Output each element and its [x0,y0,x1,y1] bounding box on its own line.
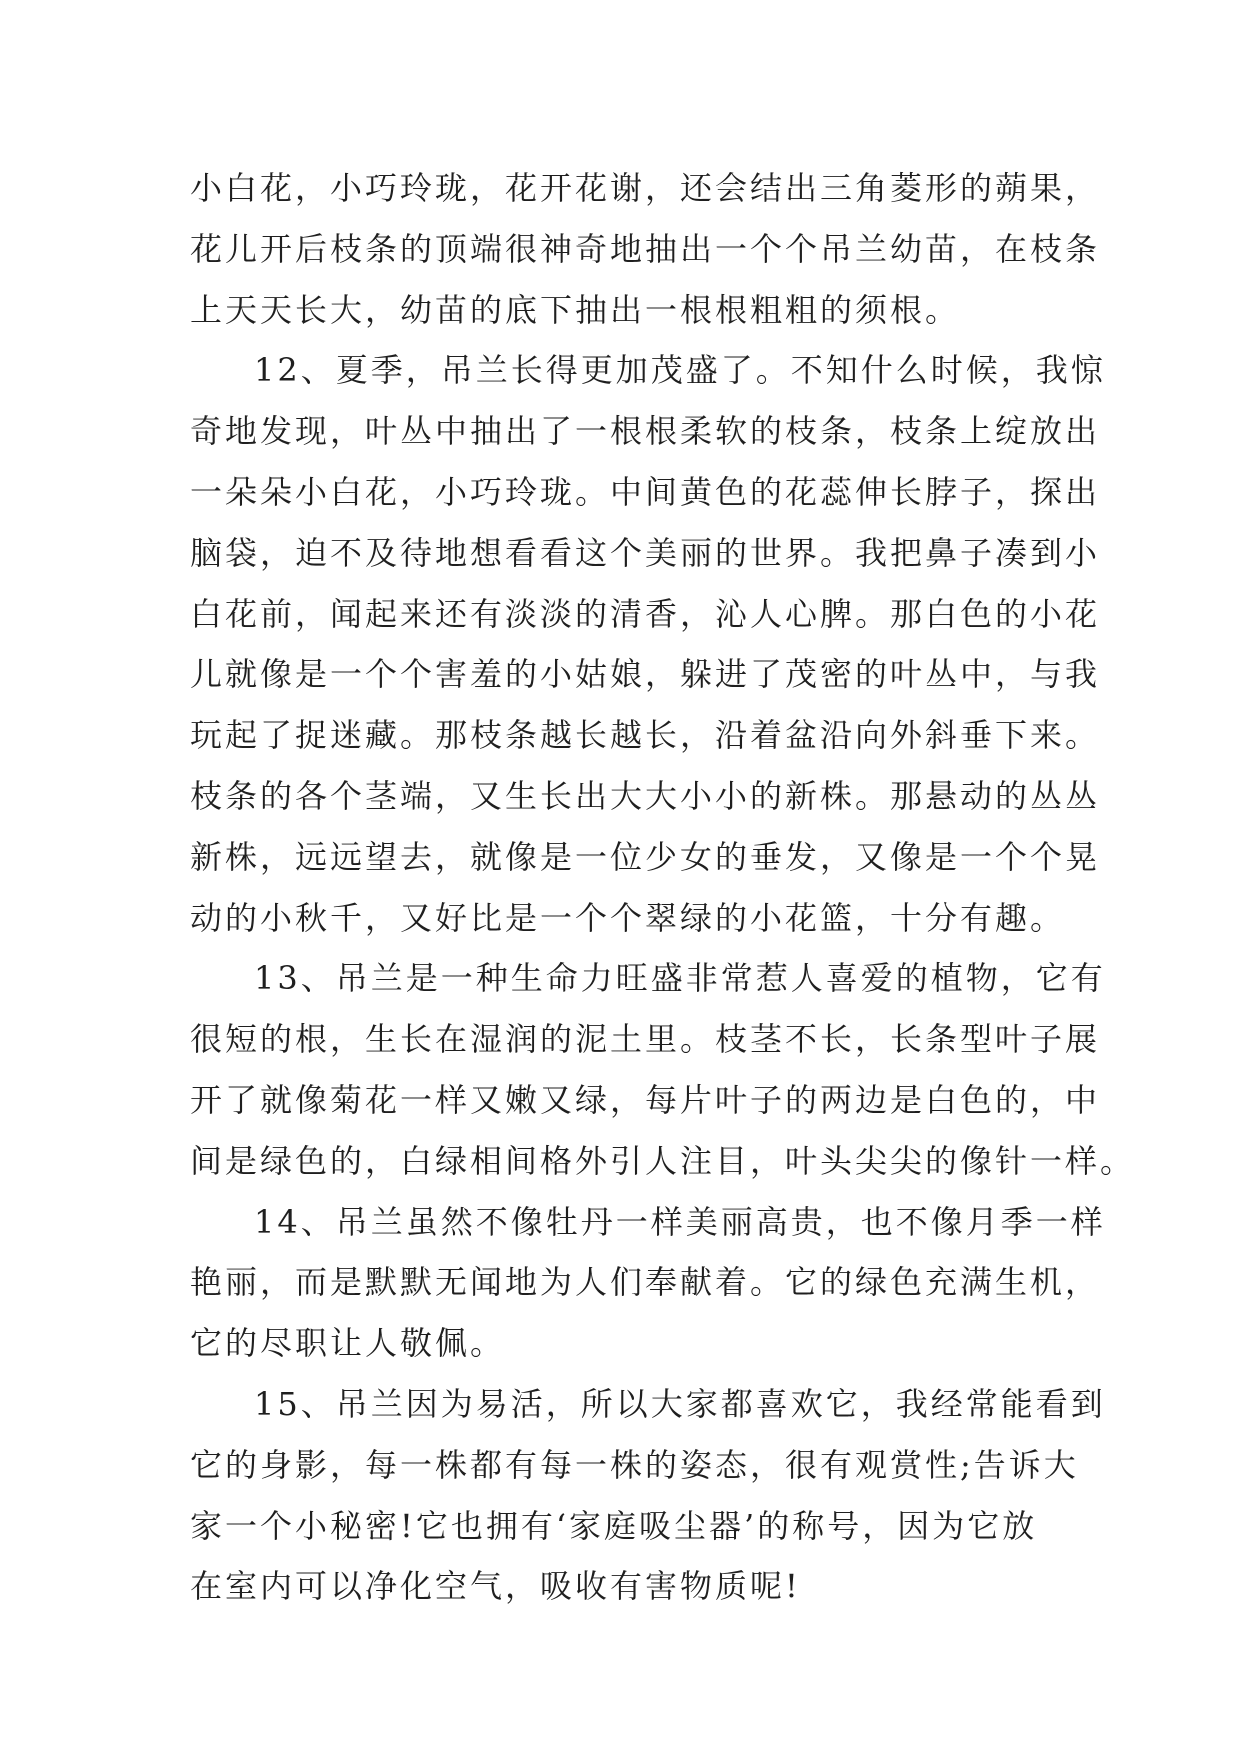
text-line: 动的小秋千，又好比是一个个翠绿的小花篮，十分有趣。 [190,898,1066,937]
text-line: 枝条的各个茎端，又生长出大大小小的新株。那悬动的丛丛 [190,776,1101,815]
text-line: 上天天长大，幼苗的底下抽出一根根粗粗的须根。 [190,290,961,329]
article-body [190,158,1136,1617]
text-line: 小白花，小巧玲珑，花开花谢，还会结出三角菱形的蒴果， [190,169,1101,207]
text-line: 奇地发现，叶丛中抽出了一根根柔软的枝条，枝条上绽放出 [190,412,1101,451]
paragraph-12-start: 12、夏季，吊兰长得更加茂盛了。不知什么时候，我惊 [254,351,1106,390]
text-line: 它的尽职让人敬佩。 [190,1324,506,1363]
text-line: 开了就像菊花一样又嫩又绿，每片叶子的两边是白色的，中 [190,1080,1101,1119]
paragraph-13-start: 13、吊兰是一种生命力旺盛非常惹人喜爱的植物，它有 [254,959,1106,998]
paragraph-14-start: 14、吊兰虽然不像牡丹一样美丽高贵，也不像月季一样 [254,1202,1106,1241]
text-line: 脑袋，迫不及待地想看看这个美丽的世界。我把鼻子凑到小 [190,533,1101,572]
text-line: 儿就像是一个个害羞的小姑娘，躲进了茂密的叶丛中，与我 [190,655,1101,694]
text-line: 玩起了捉迷藏。那枝条越长越长，沿着盆沿向外斜垂下来。 [190,716,1101,755]
text-line: 一朵朵小白花，小巧玲珑。中间黄色的花蕊伸长脖子，探出 [190,472,1101,511]
text-line: 花儿开后枝条的顶端很神奇地抽出一个个吊兰幼苗，在枝条 [190,229,1101,268]
text-line: 新株，远远望去，就像是一位少女的垂发，又像是一个个晃 [190,837,1101,876]
text-line: 艳丽，而是默默无闻地为人们奉献着。它的绿色充满生机， [190,1263,1101,1302]
text-line: 间是绿色的，白绿相间格外引人注目，叶头尖尖的像针一样。 [190,1141,1136,1180]
text-line: 白花前，闻起来还有淡淡的清香，沁人心脾。那白色的小花 [190,594,1101,633]
paragraph-15-start: 15、吊兰因为易活，所以大家都喜欢它，我经常能看到 [254,1384,1106,1423]
text-line: 它的身影，每一株都有每一株的姿态，很有观赏性;告诉大 [190,1445,1079,1484]
text-line: 很短的根，生长在湿润的泥土里。枝茎不长，长条型叶子展 [190,1020,1101,1059]
text-line: 家一个小秘密!它也拥有‘家庭吸尘器’的称号，因为它放 [190,1506,1038,1545]
text-line: 在室内可以净化空气，吸收有害物质呢! [190,1567,801,1606]
